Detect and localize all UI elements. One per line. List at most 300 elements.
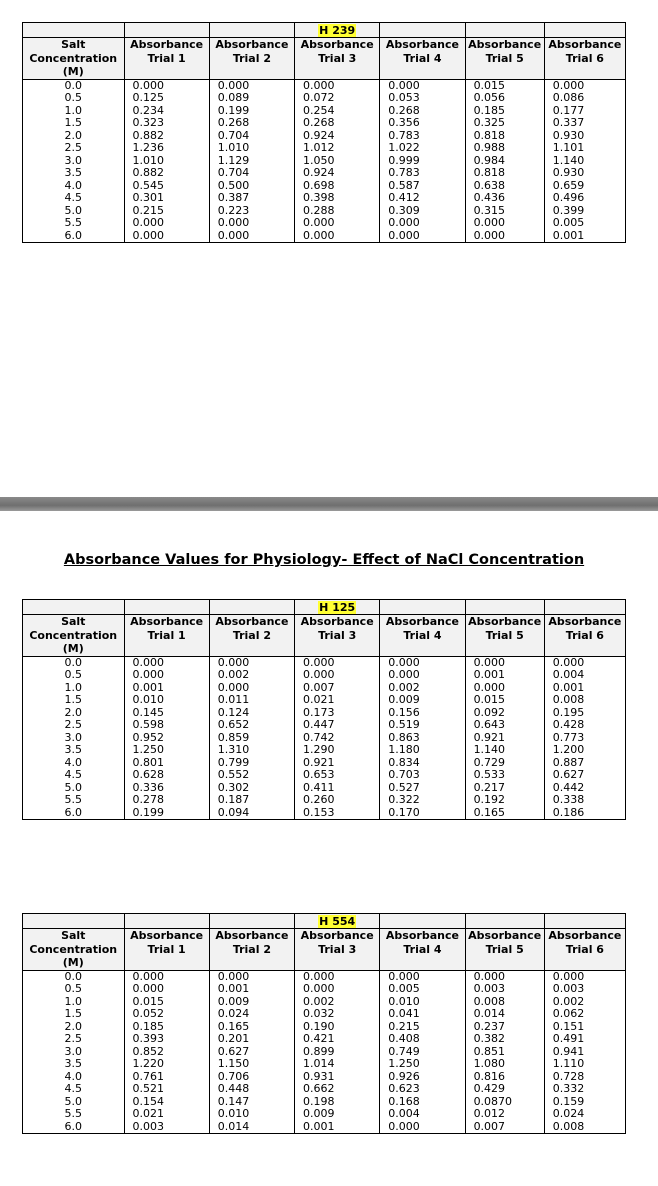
strain-title-cell — [295, 914, 380, 929]
column-header — [124, 38, 209, 80]
absorbance-cell: 0.659 — [544, 180, 625, 193]
salt-concentration-cell: 5.5 — [23, 794, 125, 807]
salt-concentration-cell: 1.0 — [23, 105, 125, 118]
salt-concentration-cell: 1.5 — [23, 694, 125, 707]
absorbance-cell: 0.000 — [295, 230, 380, 243]
absorbance-cell: 0.268 — [380, 105, 465, 118]
salt-concentration-cell: 3.5 — [23, 167, 125, 180]
absorbance-cell: 0.125 — [124, 92, 209, 105]
absorbance-cell: 0.941 — [544, 1046, 625, 1059]
absorbance-cell: 1.050 — [295, 155, 380, 168]
table-row — [23, 682, 626, 695]
absorbance-cell: 0.436 — [465, 192, 544, 205]
table-row — [23, 1058, 626, 1071]
absorbance-cell: 0.818 — [465, 167, 544, 180]
absorbance-cell: 0.704 — [209, 167, 294, 180]
absorbance-cell: 0.921 — [295, 757, 380, 770]
salt-concentration-cell: 3.5 — [23, 1058, 125, 1071]
strain-label: H 125 — [319, 600, 356, 614]
absorbance-cell: 1.110 — [544, 1058, 625, 1071]
salt-concentration-cell: 4.0 — [23, 180, 125, 193]
column-header-line: Trial 5 — [485, 942, 524, 956]
absorbance-cell: 0.698 — [295, 180, 380, 193]
absorbance-cell: 0.000 — [295, 79, 380, 92]
absorbance-cell: 0.015 — [124, 996, 209, 1009]
absorbance-cell: 0.337 — [544, 117, 625, 130]
absorbance-cell: 0.186 — [544, 807, 625, 820]
salt-concentration-cell: 0.5 — [23, 983, 125, 996]
column-header — [23, 615, 125, 657]
absorbance-cell: 0.521 — [124, 1083, 209, 1096]
absorbance-cell: 0.761 — [124, 1071, 209, 1084]
salt-concentration-cell: 2.0 — [23, 707, 125, 720]
absorbance-cell: 0.000 — [209, 217, 294, 230]
column-header-row — [23, 615, 626, 657]
absorbance-cell: 0.053 — [380, 92, 465, 105]
salt-concentration-cell: 6.0 — [23, 230, 125, 243]
absorbance-cell: 0.399 — [544, 205, 625, 218]
absorbance-cell: 0.192 — [465, 794, 544, 807]
absorbance-cell: 1.014 — [295, 1058, 380, 1071]
absorbance-cell: 0.627 — [544, 769, 625, 782]
column-header-line: Absorbance — [300, 929, 374, 942]
absorbance-cell: 0.000 — [380, 217, 465, 230]
table-row — [23, 970, 626, 983]
absorbance-cell: 0.198 — [295, 1096, 380, 1109]
absorbance-table-h239 — [22, 22, 626, 243]
absorbance-cell: 0.000 — [465, 970, 544, 983]
column-header — [380, 38, 465, 80]
absorbance-cell: 0.008 — [544, 1121, 625, 1134]
salt-concentration-cell: 5.0 — [23, 205, 125, 218]
title-empty-cell — [465, 23, 544, 38]
absorbance-cell: 0.587 — [380, 180, 465, 193]
absorbance-cell: 0.783 — [380, 167, 465, 180]
absorbance-cell: 0.801 — [124, 757, 209, 770]
table-row — [23, 230, 626, 243]
absorbance-cell: 0.988 — [465, 142, 544, 155]
absorbance-cell: 0.859 — [209, 732, 294, 745]
salt-concentration-cell: 1.0 — [23, 682, 125, 695]
salt-concentration-cell: 4.5 — [23, 769, 125, 782]
absorbance-cell: 0.001 — [465, 669, 544, 682]
absorbance-cell: 0.170 — [380, 807, 465, 820]
absorbance-cell: 0.000 — [380, 669, 465, 682]
absorbance-cell: 0.552 — [209, 769, 294, 782]
title-empty-cell — [209, 914, 294, 929]
absorbance-cell: 0.323 — [124, 117, 209, 130]
absorbance-cell: 0.007 — [295, 682, 380, 695]
absorbance-cell: 0.703 — [380, 769, 465, 782]
absorbance-cell: 0.926 — [380, 1071, 465, 1084]
column-header-line: Trial 4 — [403, 628, 442, 642]
salt-concentration-cell: 0.5 — [23, 92, 125, 105]
absorbance-cell: 0.729 — [465, 757, 544, 770]
absorbance-cell: 0.882 — [124, 130, 209, 143]
absorbance-cell: 0.000 — [380, 970, 465, 983]
absorbance-cell: 0.011 — [209, 694, 294, 707]
absorbance-cell: 0.009 — [380, 694, 465, 707]
column-header — [295, 929, 380, 971]
absorbance-cell: 0.336 — [124, 782, 209, 795]
title-empty-cell — [124, 600, 209, 615]
absorbance-cell: 0.021 — [124, 1108, 209, 1121]
absorbance-cell: 1.220 — [124, 1058, 209, 1071]
absorbance-cell: 0.001 — [295, 1121, 380, 1134]
column-header — [544, 38, 625, 80]
column-header-line: Trial 5 — [485, 51, 524, 65]
absorbance-cell: 1.012 — [295, 142, 380, 155]
absorbance-cell: 0.742 — [295, 732, 380, 745]
page-heading: Absorbance Values for Physiology- Effect of NaCl Concentration — [63, 552, 585, 568]
column-header-line: Trial 4 — [403, 942, 442, 956]
absorbance-cell: 0.533 — [465, 769, 544, 782]
absorbance-cell: 0.007 — [465, 1121, 544, 1134]
absorbance-cell: 0.010 — [124, 694, 209, 707]
absorbance-cell: 0.024 — [544, 1108, 625, 1121]
absorbance-cell: 0.899 — [295, 1046, 380, 1059]
absorbance-cell: 0.000 — [465, 217, 544, 230]
absorbance-cell: 0.217 — [465, 782, 544, 795]
absorbance-cell: 0.156 — [380, 707, 465, 720]
salt-concentration-cell: 3.0 — [23, 732, 125, 745]
table-row — [23, 167, 626, 180]
absorbance-cell: 0.201 — [209, 1033, 294, 1046]
absorbance-cell: 0.072 — [295, 92, 380, 105]
absorbance-cell: 0.500 — [209, 180, 294, 193]
salt-concentration-cell: 2.0 — [23, 1021, 125, 1034]
absorbance-cell: 0.237 — [465, 1021, 544, 1034]
absorbance-cell: 0.000 — [124, 983, 209, 996]
absorbance-cell: 0.704 — [209, 130, 294, 143]
absorbance-cell: 0.627 — [209, 1046, 294, 1059]
column-header-line: Absorbance — [300, 615, 374, 628]
absorbance-cell: 0.056 — [465, 92, 544, 105]
column-header — [465, 929, 544, 971]
absorbance-cell: 0.332 — [544, 1083, 625, 1096]
page-divider — [0, 497, 658, 511]
column-header-line: (M) — [62, 956, 84, 969]
absorbance-cell: 0.199 — [209, 105, 294, 118]
absorbance-cell: 0.185 — [124, 1021, 209, 1034]
absorbance-cell: 1.150 — [209, 1058, 294, 1071]
salt-concentration-cell: 0.0 — [23, 656, 125, 669]
absorbance-cell: 0.004 — [544, 669, 625, 682]
salt-concentration-cell: 5.0 — [23, 782, 125, 795]
column-header-line: Trial 2 — [232, 51, 271, 65]
absorbance-cell: 0.002 — [209, 669, 294, 682]
column-header-line: Concentration — [29, 942, 118, 956]
absorbance-cell: 0.014 — [209, 1121, 294, 1134]
table-row — [23, 744, 626, 757]
absorbance-cell: 0.322 — [380, 794, 465, 807]
column-header-row — [23, 38, 626, 80]
column-header-line: Absorbance — [385, 929, 459, 942]
absorbance-cell: 0.448 — [209, 1083, 294, 1096]
table-row — [23, 656, 626, 669]
column-header-line: Absorbance — [468, 615, 542, 628]
absorbance-cell: 0.159 — [544, 1096, 625, 1109]
absorbance-cell: 0.421 — [295, 1033, 380, 1046]
absorbance-cell: 0.638 — [465, 180, 544, 193]
column-header-line: Trial 1 — [147, 51, 186, 65]
strain-title-cell — [295, 23, 380, 38]
title-empty-cell — [23, 914, 125, 929]
column-header-line: Trial 5 — [485, 628, 524, 642]
absorbance-cell: 0.000 — [295, 983, 380, 996]
salt-concentration-cell: 0.0 — [23, 79, 125, 92]
title-empty-cell — [23, 600, 125, 615]
absorbance-cell: 0.382 — [465, 1033, 544, 1046]
absorbance-cell: 0.706 — [209, 1071, 294, 1084]
absorbance-cell: 0.393 — [124, 1033, 209, 1046]
absorbance-cell: 0.268 — [209, 117, 294, 130]
absorbance-cell: 1.140 — [465, 744, 544, 757]
column-header — [544, 615, 625, 657]
table-row — [23, 217, 626, 230]
absorbance-cell: 0.000 — [209, 656, 294, 669]
absorbance-cell: 1.290 — [295, 744, 380, 757]
title-empty-cell — [124, 23, 209, 38]
salt-concentration-cell: 2.5 — [23, 719, 125, 732]
salt-concentration-cell: 5.5 — [23, 1108, 125, 1121]
table-row — [23, 782, 626, 795]
absorbance-cell: 1.200 — [544, 744, 625, 757]
absorbance-cell: 0.009 — [209, 996, 294, 1009]
absorbance-cell: 0.000 — [124, 79, 209, 92]
absorbance-cell: 0.015 — [465, 79, 544, 92]
absorbance-cell: 0.491 — [544, 1033, 625, 1046]
absorbance-cell: 0.356 — [380, 117, 465, 130]
absorbance-cell: 0.931 — [295, 1071, 380, 1084]
column-header-line: Absorbance — [548, 929, 622, 942]
absorbance-cell: 0.004 — [380, 1108, 465, 1121]
absorbance-cell: 0.021 — [295, 694, 380, 707]
absorbance-cell: 0.428 — [544, 719, 625, 732]
column-header-line: Absorbance — [468, 929, 542, 942]
absorbance-cell: 0.309 — [380, 205, 465, 218]
absorbance-cell: 0.012 — [465, 1108, 544, 1121]
absorbance-cell: 1.022 — [380, 142, 465, 155]
absorbance-cell: 0.887 — [544, 757, 625, 770]
column-header-line: Absorbance — [130, 929, 204, 942]
absorbance-cell: 0.799 — [209, 757, 294, 770]
absorbance-cell: 0.000 — [465, 656, 544, 669]
table-row — [23, 1096, 626, 1109]
absorbance-cell: 0.094 — [209, 807, 294, 820]
absorbance-cell: 0.984 — [465, 155, 544, 168]
absorbance-cell: 1.250 — [124, 744, 209, 757]
column-header-line: Absorbance — [130, 615, 204, 628]
title-empty-cell — [209, 23, 294, 38]
column-header — [295, 38, 380, 80]
table-row — [23, 105, 626, 118]
table-row — [23, 1008, 626, 1021]
table-row — [23, 1083, 626, 1096]
salt-concentration-cell: 2.0 — [23, 130, 125, 143]
absorbance-cell: 0.278 — [124, 794, 209, 807]
absorbance-cell: 0.411 — [295, 782, 380, 795]
table-row — [23, 757, 626, 770]
absorbance-cell: 0.003 — [465, 983, 544, 996]
column-header — [23, 38, 125, 80]
column-header-line: Trial 1 — [147, 942, 186, 956]
absorbance-cell: 0.185 — [465, 105, 544, 118]
table-row — [23, 117, 626, 130]
absorbance-table-h554 — [22, 913, 626, 1134]
absorbance-cell: 1.010 — [124, 155, 209, 168]
absorbance-cell: 0.260 — [295, 794, 380, 807]
column-header-line: Trial 2 — [232, 628, 271, 642]
absorbance-cell: 0.003 — [544, 983, 625, 996]
absorbance-cell: 0.010 — [380, 996, 465, 1009]
table-row — [23, 92, 626, 105]
absorbance-cell: 0.728 — [544, 1071, 625, 1084]
column-header-line: (M) — [62, 642, 84, 655]
column-header-line: Salt — [61, 615, 86, 628]
absorbance-cell: 0.930 — [544, 167, 625, 180]
column-header-line: Absorbance — [548, 615, 622, 628]
salt-concentration-cell: 2.5 — [23, 142, 125, 155]
absorbance-cell: 0.623 — [380, 1083, 465, 1096]
salt-concentration-cell: 4.5 — [23, 192, 125, 205]
absorbance-cell: 0.496 — [544, 192, 625, 205]
absorbance-cell: 0.447 — [295, 719, 380, 732]
absorbance-cell: 0.000 — [209, 682, 294, 695]
salt-concentration-cell: 5.0 — [23, 1096, 125, 1109]
title-empty-cell — [544, 600, 625, 615]
column-header — [465, 38, 544, 80]
table-row — [23, 707, 626, 720]
title-empty-cell — [380, 23, 465, 38]
absorbance-cell: 0.002 — [380, 682, 465, 695]
absorbance-cell: 0.001 — [209, 983, 294, 996]
absorbance-cell: 1.236 — [124, 142, 209, 155]
table-row — [23, 155, 626, 168]
salt-concentration-cell: 4.5 — [23, 1083, 125, 1096]
table-row — [23, 694, 626, 707]
absorbance-cell: 0.288 — [295, 205, 380, 218]
absorbance-cell: 0.089 — [209, 92, 294, 105]
absorbance-cell: 0.173 — [295, 707, 380, 720]
absorbance-cell: 0.254 — [295, 105, 380, 118]
salt-concentration-cell: 5.5 — [23, 217, 125, 230]
absorbance-cell: 0.000 — [465, 682, 544, 695]
absorbance-cell: 0.999 — [380, 155, 465, 168]
absorbance-cell: 0.234 — [124, 105, 209, 118]
absorbance-cell: 0.008 — [465, 996, 544, 1009]
absorbance-cell: 0.863 — [380, 732, 465, 745]
column-header-line: Trial 6 — [565, 51, 604, 65]
salt-concentration-cell: 1.0 — [23, 996, 125, 1009]
absorbance-cell: 0.924 — [295, 130, 380, 143]
table-row — [23, 1071, 626, 1084]
absorbance-cell: 0.387 — [209, 192, 294, 205]
title-empty-cell — [380, 914, 465, 929]
absorbance-table-h125 — [22, 599, 626, 820]
strain-label: H 554 — [319, 914, 356, 928]
absorbance-cell: 0.818 — [465, 130, 544, 143]
table-row — [23, 732, 626, 745]
column-header-line: Absorbance — [215, 38, 289, 51]
absorbance-cell: 0.000 — [380, 1121, 465, 1134]
absorbance-cell: 0.052 — [124, 1008, 209, 1021]
column-header — [380, 615, 465, 657]
salt-concentration-cell: 4.0 — [23, 1071, 125, 1084]
absorbance-cell: 0.527 — [380, 782, 465, 795]
column-header-line: Trial 4 — [403, 51, 442, 65]
absorbance-cell: 0.643 — [465, 719, 544, 732]
table-title-row — [23, 23, 626, 38]
column-header-line: Trial 6 — [565, 942, 604, 956]
absorbance-cell: 0.215 — [380, 1021, 465, 1034]
absorbance-cell: 0.024 — [209, 1008, 294, 1021]
absorbance-cell: 0.005 — [544, 217, 625, 230]
table-row — [23, 79, 626, 92]
absorbance-cell: 0.783 — [380, 130, 465, 143]
absorbance-cell: 0.215 — [124, 205, 209, 218]
absorbance-cell: 0.628 — [124, 769, 209, 782]
salt-concentration-cell: 0.5 — [23, 669, 125, 682]
salt-concentration-cell: 3.0 — [23, 155, 125, 168]
table-row — [23, 794, 626, 807]
absorbance-cell: 1.010 — [209, 142, 294, 155]
absorbance-cell: 0.749 — [380, 1046, 465, 1059]
absorbance-cell: 0.062 — [544, 1008, 625, 1021]
column-header-row — [23, 929, 626, 971]
title-empty-cell — [23, 23, 125, 38]
absorbance-cell: 0.924 — [295, 167, 380, 180]
absorbance-cell: 0.952 — [124, 732, 209, 745]
absorbance-cell: 0.190 — [295, 1021, 380, 1034]
absorbance-cell: 0.852 — [124, 1046, 209, 1059]
absorbance-cell: 0.001 — [544, 230, 625, 243]
absorbance-cell: 1.310 — [209, 744, 294, 757]
absorbance-cell: 0.151 — [544, 1021, 625, 1034]
absorbance-cell: 0.000 — [380, 79, 465, 92]
column-header-line: Concentration — [29, 628, 118, 642]
column-header — [23, 929, 125, 971]
column-header — [544, 929, 625, 971]
absorbance-cell: 0.834 — [380, 757, 465, 770]
column-header — [209, 929, 294, 971]
column-header-line: Trial 3 — [318, 942, 357, 956]
table-row — [23, 719, 626, 732]
absorbance-cell: 0.302 — [209, 782, 294, 795]
absorbance-cell: 0.177 — [544, 105, 625, 118]
title-empty-cell — [544, 23, 625, 38]
title-empty-cell — [380, 600, 465, 615]
strain-label: H 239 — [319, 23, 356, 37]
salt-concentration-cell: 0.0 — [23, 970, 125, 983]
table-row — [23, 769, 626, 782]
column-header-line: Trial 3 — [318, 51, 357, 65]
column-header-line: Absorbance — [215, 615, 289, 628]
absorbance-cell: 0.000 — [209, 79, 294, 92]
column-header-line: Trial 6 — [565, 628, 604, 642]
absorbance-cell: 0.301 — [124, 192, 209, 205]
title-empty-cell — [465, 600, 544, 615]
column-header-line: Absorbance — [215, 929, 289, 942]
absorbance-cell: 0.000 — [124, 656, 209, 669]
absorbance-cell: 0.195 — [544, 707, 625, 720]
column-header — [295, 615, 380, 657]
absorbance-cell: 0.000 — [209, 970, 294, 983]
absorbance-cell: 0.412 — [380, 192, 465, 205]
column-header-line: Absorbance — [385, 38, 459, 51]
column-header-line: Absorbance — [385, 615, 459, 628]
salt-concentration-cell: 2.5 — [23, 1033, 125, 1046]
